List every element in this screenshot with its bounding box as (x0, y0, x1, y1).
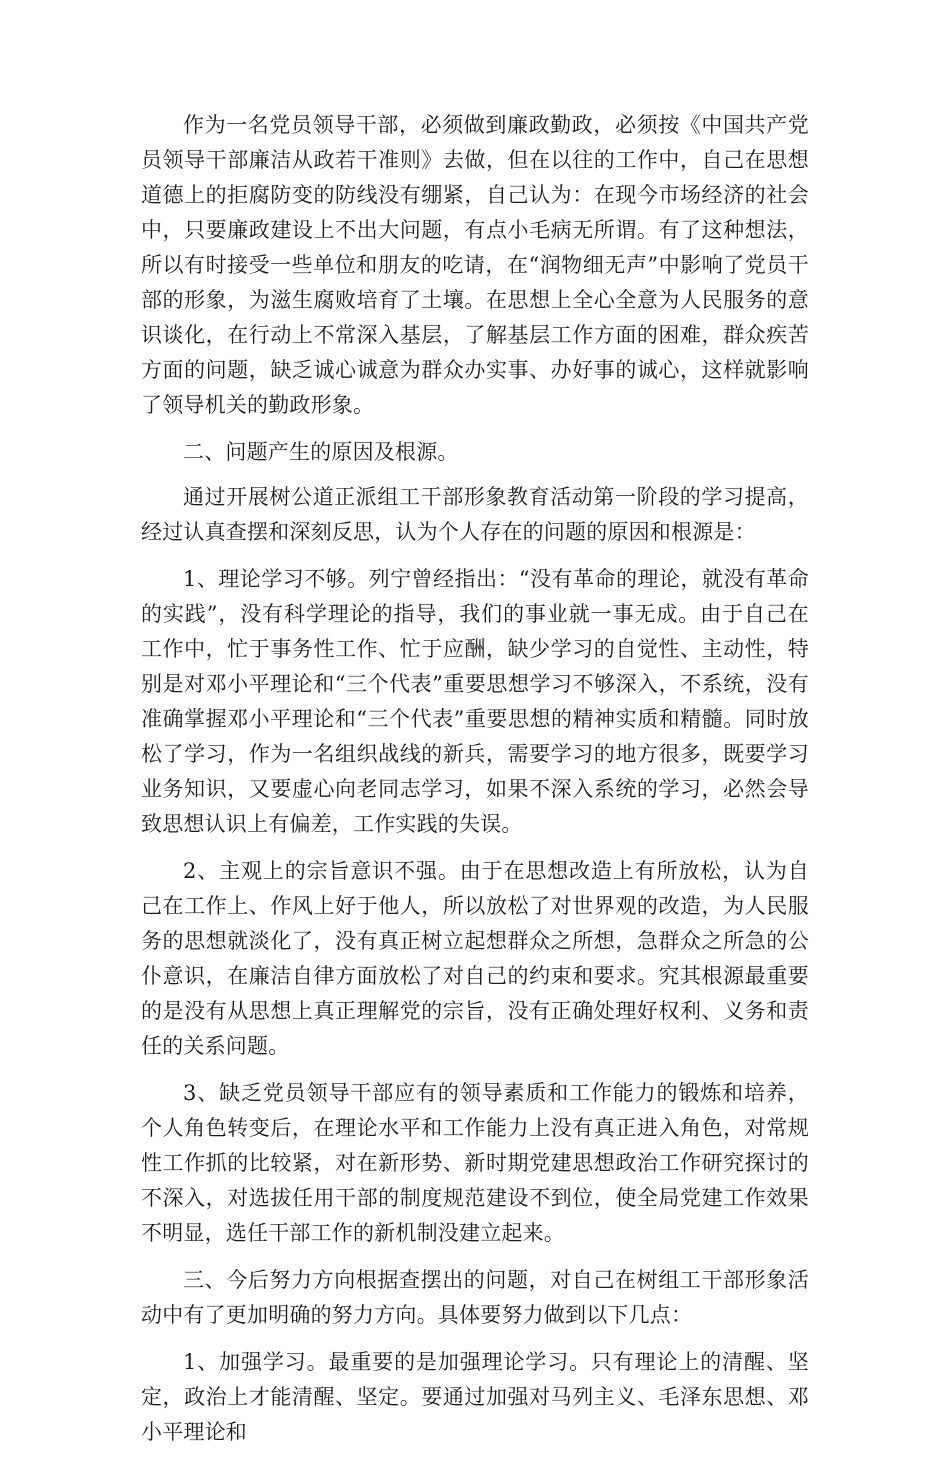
heading-causes: 二、问题产生的原因及根源。 (183, 440, 459, 464)
paragraph-cause-theory: 1、理论学习不够。列宁曾经指出：“没有革命的理论，就没有革命的实践”，没有科学理论的指导，我们的事业就一事无成。由于自己在工作中，忙于事务性工作、忙于应酬，缺少学习的自觉性、主动性，特别是对邓小平理论和“三个代表”重要思想学习不够深入，不系统，没有准确掌握邓小平理论和“三个代表”重要思想的精神实质和精髓。同时放松了学习，作为一名组织战线的新兵，需要学习的地方很多，既要学习业务知识，又要虚心向老同志学习，如果不深入系统的学习，必然会导致思想认识上有偏差，工作实践的失误。 (141, 567, 809, 836)
paragraph-future-direction: 三、今后努力方向根据查摆出的问题，对自己在树组工干部形象活动中有了更加明确的努力方向。具体要努力做到以下几点： (141, 1268, 809, 1327)
paragraph-cause-ability: 3、缺乏党员领导干部应有的领导素质和工作能力的锻炼和培养，个人角色转变后，在理论水平和工作能力上没有真正进入角色，对常规性工作抓的比较紧，对在新形势、新时期党建思想政治工作研究探讨的不深入，对选拔任用干部的制度规范建设不到位，使全局党建工作效果不明显，选任干部工作的新机制没建立起来。 (141, 1081, 809, 1245)
document-body (141, 108, 809, 1462)
paragraph-causes-intro: 通过开展树公道正派组工干部形象教育活动第一阶段的学习提高，经过认真查摆和深刻反思，认为个人存在的问题的原因和根源是： (141, 485, 809, 544)
paragraph-strengthen-study: 1、加强学习。最重要的是加强理论学习。只有理论上的清醒、坚定，政治上才能清醒、坚定。要通过加强对马列主义、毛泽东思想、邓小平理论和 (141, 1350, 809, 1444)
paragraph-cause-purpose: 2、主观上的宗旨意识不强。由于在思想改造上有所放松，认为自己在工作上、作风上好于他人，所以放松了对世界观的改造，为人民服务的思想就淡化了，没有真正树立起想群众之所想，急群众之所急的公仆意识，在廉洁自律方面放松了对自己的约束和要求。究其根源最重要的是没有从思想上真正理解党的宗旨，没有正确处理好权利、义务和责任的关系问题。 (141, 859, 809, 1058)
paragraph-integrity: 作为一名党员领导干部，必须做到廉政勤政，必须按《中国共产党员领导干部廉洁从政若干准则》去做，但在以往的工作中，自己在思想道德上的拒腐防变的防线没有绷紧，自己认为：在现今市场经济的社会中，只要廉政建设上不出大问题，有点小毛病无所谓。有了这种想法，所以有时接受一些单位和朋友的吃请，在“润物细无声”中影响了党员干部的形象，为滋生腐败培育了土壤。在思想上全心全意为人民服务的意识谈化，在行动上不常深入基层，了解基层工作方面的困难，群众疾苦方面的问题，缺乏诚心诚意为群众办实事、办好事的诚心，这样就影响了领导机关的勤政形象。 (141, 113, 809, 417)
